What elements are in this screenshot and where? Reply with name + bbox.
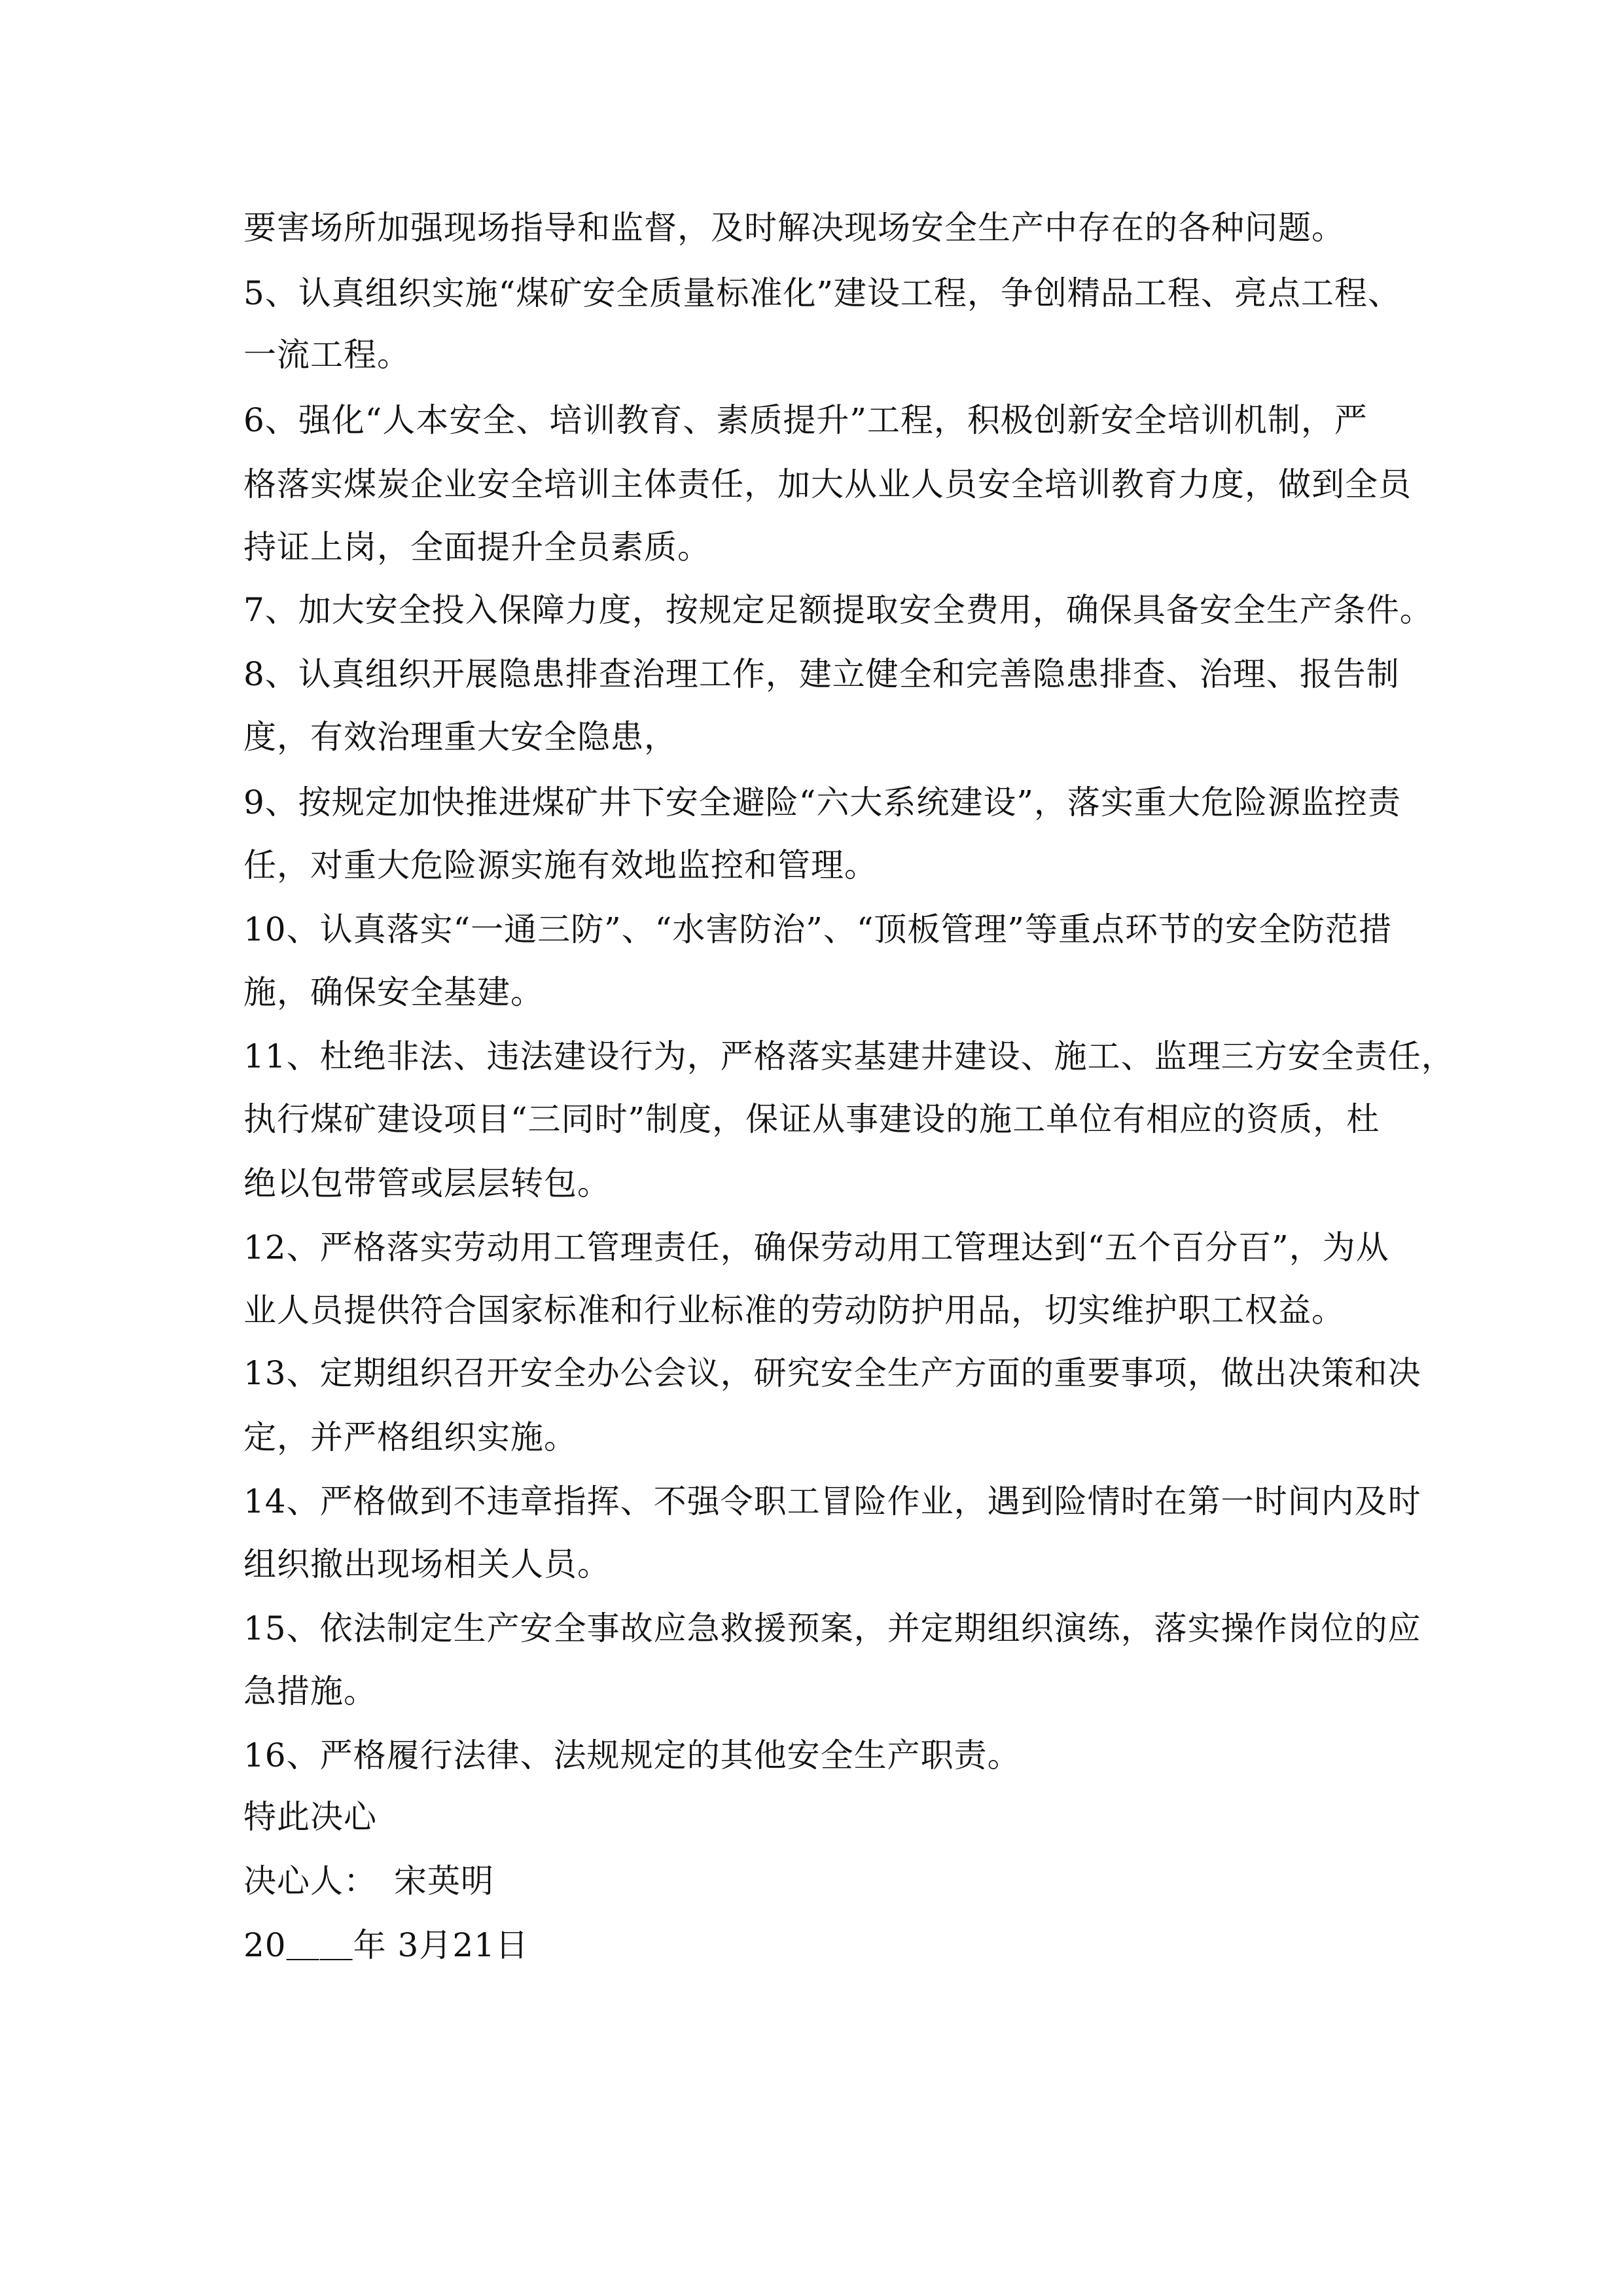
text-line: 6、强化“人本安全、培训教育、素质提升”工程，积极创新安全培训机制，严	[243, 401, 1368, 439]
text-line: 8、认真组织开展隐患排查治理工作，建立健全和完善隐患排查、治理、报告制	[243, 655, 1400, 693]
text-line: 13、定期组织召开安全办公会议，研究安全生产方面的重要事项，做出决策和决	[243, 1354, 1421, 1392]
text-line: 一流工程。	[243, 336, 410, 374]
text-line: 施，确保安全基建。	[243, 973, 544, 1011]
text-line: 格落实煤炭企业安全培训主体责任，加大从业人员安全培训教育力度，做到全员	[243, 465, 1412, 503]
text-line: 组织撤出现场相关人员。	[243, 1545, 611, 1583]
text-line: 急措施。	[243, 1672, 377, 1710]
text-line: 12、严格落实劳动用工管理责任，确保劳动用工管理达到“五个百分百”，为从	[243, 1229, 1389, 1266]
text-line: 16、严格履行法律、法规规定的其他安全生产职责。	[243, 1736, 1021, 1774]
text-line: 11、杜绝非法、违法建设行为，严格落实基建井建设、施工、监理三方安全责任，	[243, 1037, 1455, 1075]
text-line: 15、依法制定生产安全事故应急救援预案，并定期组织演练，落实操作岗位的应	[243, 1609, 1421, 1647]
text-line: 任，对重大危险源实施有效地监控和管理。	[243, 846, 878, 884]
closing-statement: 特此决心	[243, 1798, 377, 1836]
text-line: 10、认真落实“一通三防”、“水害防治”、“顶板管理”等重点环节的安全防范措	[243, 910, 1392, 948]
signatory-line: 决心人： 宋英明	[243, 1862, 494, 1900]
text-line: 执行煤矿建设项目“三同时”制度，保证从事建设的施工单位有相应的资质，杜	[243, 1100, 1380, 1138]
text-line: 要害场所加强现场指导和监督，及时解决现场安全生产中存在的各种问题。	[243, 209, 1345, 247]
text-line: 业人员提供符合国家标准和行业标准的劳动防护用品，切实维护职工权益。	[243, 1291, 1345, 1329]
text-line: 7、加大安全投入保障力度，按规定足额提取安全费用，确保具备安全生产条件。	[243, 591, 1433, 629]
text-line: 定，并严格组织实施。	[243, 1418, 577, 1456]
date-line: 20＿＿年 3月21日	[243, 1926, 529, 1964]
text-line: 持证上岗，全面提升全员素质。	[243, 528, 711, 566]
text-line: 度，有效治理重大安全隐患，	[243, 718, 677, 756]
text-line: 5、认真组织实施“煤矿安全质量标准化”建设工程，争创精品工程、亮点工程、	[243, 274, 1401, 312]
text-line: 9、按规定加快推进煤矿井下安全避险“六大系统建设”，落实重大危险源监控责	[243, 783, 1401, 821]
text-line: 绝以包带管或层层转包。	[243, 1164, 611, 1202]
text-line: 14、严格做到不违章指挥、不强令职工冒险作业，遇到险情时在第一时间内及时	[243, 1482, 1421, 1520]
